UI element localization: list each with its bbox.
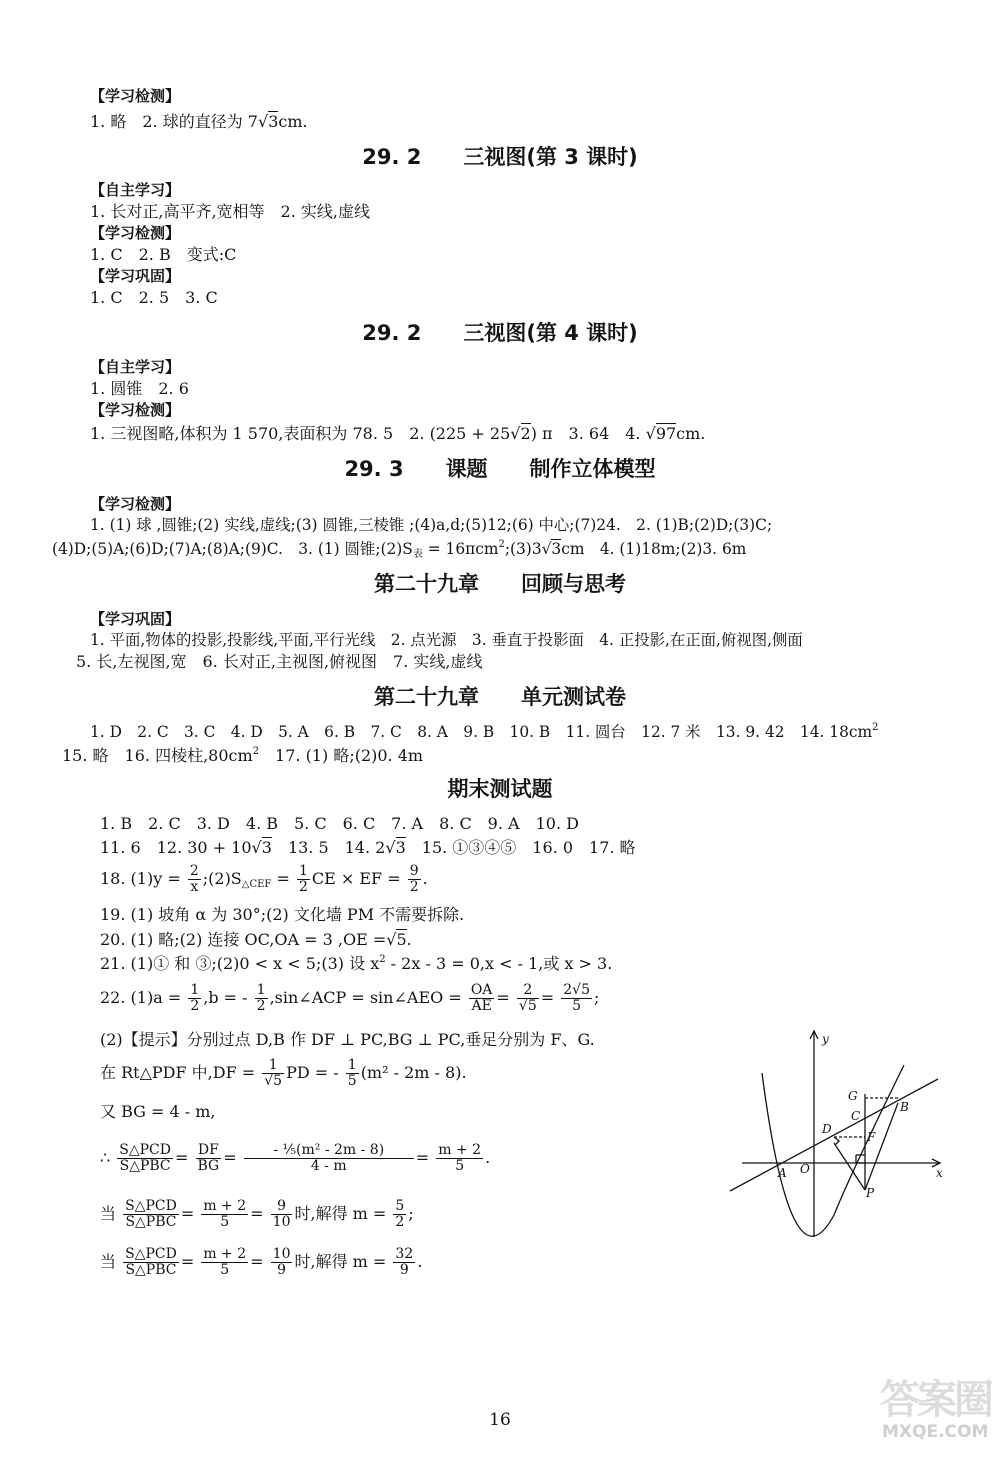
answer-line-bg: 又 BG = 4 - m,: [100, 1102, 216, 1121]
fraction: [393, 1247, 415, 1278]
numerator: 2√5: [563, 982, 590, 998]
text: =: [250, 1204, 264, 1223]
denominator: 5: [220, 1214, 230, 1230]
label-p: P: [866, 1186, 875, 1200]
radicand: 3: [268, 112, 279, 131]
sqrt: √2: [510, 424, 531, 443]
denominator: 4 - m: [310, 1158, 347, 1174]
answer-line-20: [100, 930, 412, 950]
answer-line: [62, 746, 423, 766]
heading-title: 课题 制作立体模型: [445, 457, 656, 481]
subscript: △CEF: [241, 879, 272, 890]
fraction: [346, 1058, 359, 1089]
section-heading-review: [0, 571, 1000, 597]
section-heading-29-2-lesson3: [0, 144, 1000, 170]
answer-line: [52, 539, 746, 559]
denominator: BG: [197, 1158, 220, 1174]
answer-line: 5. 长,左视图,宽 6. 长对正,主视图,俯视图 7. 实线,虚线: [76, 652, 483, 671]
answer-line-rt: [100, 1055, 467, 1091]
heading-number: 29. 2: [362, 321, 422, 345]
fraction: [255, 983, 268, 1014]
line-ab: [730, 1079, 938, 1191]
answer-line-case1: [100, 1192, 414, 1236]
denominator: 2: [298, 879, 308, 895]
label-x: x: [936, 1166, 943, 1180]
text: =: [180, 1204, 195, 1223]
text: PD = -: [286, 1063, 339, 1082]
label-o: O: [800, 1162, 810, 1176]
label-c: C: [851, 1109, 861, 1123]
denominator: 10: [272, 1214, 291, 1230]
fraction: [408, 864, 421, 895]
denominator: S△PBC: [125, 1214, 177, 1230]
numerator: 1: [190, 982, 200, 998]
text: =: [496, 988, 510, 1007]
segment-dp: [834, 1143, 865, 1190]
section-heading-29-2-lesson4: [0, 320, 1000, 346]
numerator: m + 2: [203, 1198, 247, 1214]
sqrt: √5: [386, 930, 407, 949]
fraction: [561, 983, 592, 1014]
numerator: 9: [271, 1199, 293, 1215]
heading-number: 29. 3: [344, 457, 404, 481]
text: =: [180, 1252, 195, 1271]
text: ;(3)3: [504, 540, 542, 558]
sqrt: √3: [251, 838, 272, 857]
superscript: 2: [379, 954, 386, 965]
tag-study-check: 【学习检测】: [90, 495, 181, 513]
numerator: 1: [256, 982, 266, 998]
text: 当: [100, 1204, 117, 1223]
radicand: 3: [395, 838, 406, 857]
section-heading-final-test: [0, 776, 1000, 802]
radicand: 2: [520, 424, 531, 443]
heading-title: 单元测试卷: [521, 685, 626, 709]
text: ∴: [100, 1148, 111, 1167]
answer-line: [90, 424, 705, 444]
answer-line: 1. 长对正,高平齐,宽相等 2. 实线,虚线: [90, 202, 370, 221]
tag-self-study: 【自主学习】: [90, 181, 181, 199]
sqrt: √3: [257, 112, 279, 131]
heading-title: 三视图(第 4 课时): [463, 321, 638, 345]
numerator: 1: [262, 1058, 284, 1074]
fraction: [201, 1247, 248, 1278]
text: =: [175, 1148, 189, 1167]
heading-number: 第二十九章: [374, 685, 479, 709]
text: cm.: [278, 112, 308, 131]
label-a: A: [778, 1166, 787, 1180]
radicand: 97: [655, 424, 677, 443]
numerator: S△PCD: [119, 1142, 171, 1158]
fraction: [123, 1247, 179, 1278]
text: 13. 5 14. 2: [271, 838, 386, 857]
fraction: [188, 864, 201, 895]
fraction: [196, 1143, 222, 1174]
fraction: [517, 983, 539, 1014]
denominator: √5: [264, 1073, 283, 1089]
label-y: y: [822, 1032, 829, 1046]
radicand: 5: [396, 930, 407, 949]
answer-line-case2: [100, 1240, 422, 1284]
heading-number: 29. 2: [362, 145, 422, 169]
denominator: AE: [471, 998, 492, 1014]
watermark: [880, 1368, 995, 1453]
answer-line-18: [100, 864, 428, 895]
numerator: 2: [517, 983, 539, 999]
denominator: x: [190, 879, 199, 895]
text: cm 4. (1)18m;(2)3. 6m: [561, 540, 747, 558]
fraction: [201, 1199, 248, 1230]
watermark-url: MXQE.COM: [882, 1422, 989, 1442]
radicand: 3: [551, 540, 562, 558]
numerator: 9: [409, 863, 419, 879]
heading-number: 第二十九章: [374, 572, 479, 596]
numerator: - ⅕(m² - 2m - 8): [244, 1143, 414, 1159]
sqrt: √97: [645, 424, 677, 443]
text: .: [417, 1252, 423, 1271]
numerator: OA: [470, 982, 493, 998]
fraction: [117, 1143, 173, 1174]
answer-line-hint: (2)【提示】分别过点 D,B 作 DF ⊥ PC,BG ⊥ PC,垂足分别为 F、G.: [100, 1030, 595, 1049]
numerator: 1: [298, 863, 308, 879]
fraction: [244, 1143, 414, 1174]
text: =: [250, 1252, 264, 1271]
text: 1. D 2. C 3. C 4. D 5. A 6. B 7. C 8. A 9. B 10. B 11. 圆台 12. 7 米 13. 9. 42 14. 18cm: [90, 723, 873, 741]
text: (m² - 2m - 8).: [360, 1063, 467, 1082]
answer-line: 1. C 2. 5 3. C: [90, 288, 218, 307]
text: (4)D;(5)A;(6)D;(7)A;(8)A;(9)C. 3. (1) 圆锥;(2)S: [52, 540, 413, 558]
fraction: [262, 1058, 284, 1089]
tag-study-check: 【学习检测】: [90, 224, 181, 242]
numerator: DF: [196, 1143, 222, 1159]
tag-consolidate: 【学习巩固】: [90, 267, 181, 285]
text: = 16πcm: [422, 540, 499, 558]
heading-title: 三视图(第 3 课时): [463, 145, 638, 169]
fraction: [271, 1199, 293, 1230]
label-b: B: [900, 1100, 909, 1114]
answer-line: 1. (1) 球 ,圆锥;(2) 实线,虚线;(3) 圆锥,三棱锥 ;(4)a,d;(5)12;(6) 中心;(7)24. 2. (1)B;(2)D;(3)C;: [90, 516, 773, 534]
fraction: [469, 983, 495, 1014]
text: =: [540, 988, 555, 1007]
numerator: 32: [395, 1246, 414, 1262]
superscript: 2: [498, 539, 505, 550]
answer-line: 1. C 2. B 变式:C: [90, 245, 237, 264]
numerator: 5: [395, 1198, 405, 1214]
subscript: 表: [412, 549, 423, 560]
text: CE × EF =: [311, 869, 401, 888]
answer-line: [100, 838, 636, 858]
page-number: 16: [489, 1410, 511, 1430]
fraction: [297, 864, 310, 895]
text: ;(2)S: [202, 869, 242, 888]
text: 20. (1) 略;(2) 连接 OC,OA = 3 ,OE =: [100, 930, 387, 949]
denominator: 2: [409, 879, 419, 895]
fraction: [123, 1199, 179, 1230]
label-d: D: [822, 1122, 832, 1136]
text: 1. 略 2. 球的直径为 7: [90, 112, 258, 131]
answer-line-ratio: [100, 1132, 490, 1184]
text: .: [406, 930, 412, 949]
fraction: [188, 983, 201, 1014]
text: 时,解得 m =: [294, 1204, 387, 1223]
denominator: 2: [256, 998, 266, 1014]
numerator: m + 2: [438, 1142, 482, 1158]
numerator: m + 2: [203, 1246, 247, 1262]
sqrt: √3: [541, 540, 562, 558]
text: 当: [100, 1252, 117, 1271]
sqrt: √3: [385, 838, 406, 857]
text: ;: [594, 988, 600, 1007]
watermark-logo: 答案圈: [880, 1377, 991, 1423]
denominator: S△PBC: [125, 1262, 177, 1278]
denominator: 2: [190, 998, 200, 1014]
text: .: [485, 1148, 491, 1167]
text: .: [422, 869, 428, 888]
text: cm.: [676, 424, 706, 443]
answer-line-19: 19. (1) 坡角 α 为 30°;(2) 文化墙 PM 不需要拆除.: [100, 905, 465, 924]
text: 15. ①③④⑤ 16. 0 17. 略: [405, 838, 636, 857]
fraction: [436, 1143, 483, 1174]
heading-title: 回顾与思考: [521, 572, 626, 596]
fraction: [393, 1199, 406, 1230]
label-f: F: [867, 1130, 876, 1144]
answer-line: [90, 722, 878, 742]
denominator: 5: [572, 998, 582, 1014]
answer-line-22: [100, 980, 599, 1016]
text: 18. (1)y =: [100, 869, 181, 888]
text: ,b = -: [203, 988, 248, 1007]
numerator: 1: [347, 1057, 357, 1073]
text: 22. (1)a =: [100, 988, 182, 1007]
answer-line: [90, 112, 308, 132]
text: 21. (1)① 和 ③;(2)0 < x < 5;(3) 设 x: [100, 954, 380, 973]
answer-line: 1. 圆锥 2. 6: [90, 379, 189, 398]
denominator: S△PBC: [119, 1158, 171, 1174]
text: 15. 略 16. 四棱柱,80cm: [62, 746, 253, 765]
text: =: [271, 869, 290, 888]
section-heading-unit-test: [0, 684, 1000, 710]
answer-line: 1. 平面,物体的投影,投影线,平面,平行光线 2. 点光源 3. 垂直于投影面 4. 正投影,在正面,俯视图,侧面: [90, 631, 803, 649]
text: 11. 6 12. 30 + 10: [100, 838, 252, 857]
label-g: G: [848, 1089, 858, 1103]
text: ) π 3. 64 4.: [530, 424, 641, 443]
parabola-figure: [726, 1025, 956, 1240]
heading-title: 期末测试题: [447, 777, 553, 801]
radicand: 3: [261, 838, 272, 857]
text: =: [415, 1148, 430, 1167]
text: ,sin∠ACP = sin∠AEO =: [269, 988, 462, 1007]
text: ;: [408, 1204, 414, 1223]
superscript: 2: [872, 722, 879, 733]
denominator: 5: [455, 1158, 465, 1174]
fraction: [271, 1247, 293, 1278]
tag-study-check: 【学习检测】: [90, 401, 181, 419]
tag-study-check-0: 【学习检测】: [90, 87, 181, 105]
numerator: S△PCD: [125, 1198, 177, 1214]
parabola-curve: [762, 1065, 904, 1236]
denominator: 9: [399, 1262, 409, 1278]
numerator: 10: [272, 1246, 291, 1262]
tag-self-study: 【自主学习】: [90, 358, 181, 376]
text: 17. (1) 略;(2)0. 4m: [259, 746, 424, 765]
answer-line-21: [100, 954, 612, 974]
denominator: 5: [220, 1262, 230, 1278]
denominator: 9: [277, 1262, 287, 1278]
tag-consolidate: 【学习巩固】: [90, 610, 181, 628]
text: 1. 三视图略,体积为 1 570,表面积为 78. 5 2. (225 + 25: [90, 424, 511, 443]
numerator: S△PCD: [125, 1246, 177, 1262]
numerator: 2: [189, 863, 199, 879]
text: =: [223, 1148, 237, 1167]
text: 时,解得 m =: [294, 1252, 387, 1271]
denominator: 5: [347, 1073, 357, 1089]
text: - 2x - 3 = 0,x < - 1,或 x > 3.: [385, 954, 613, 973]
superscript: 2: [252, 746, 260, 757]
answer-line: 1. B 2. C 3. D 4. B 5. C 6. C 7. A 8. C 9. A 10. D: [100, 814, 579, 833]
text: 在 Rt△PDF 中,DF =: [100, 1063, 256, 1082]
denominator: √5: [518, 998, 537, 1014]
section-heading-29-3: [0, 456, 1000, 482]
denominator: 2: [395, 1214, 405, 1230]
